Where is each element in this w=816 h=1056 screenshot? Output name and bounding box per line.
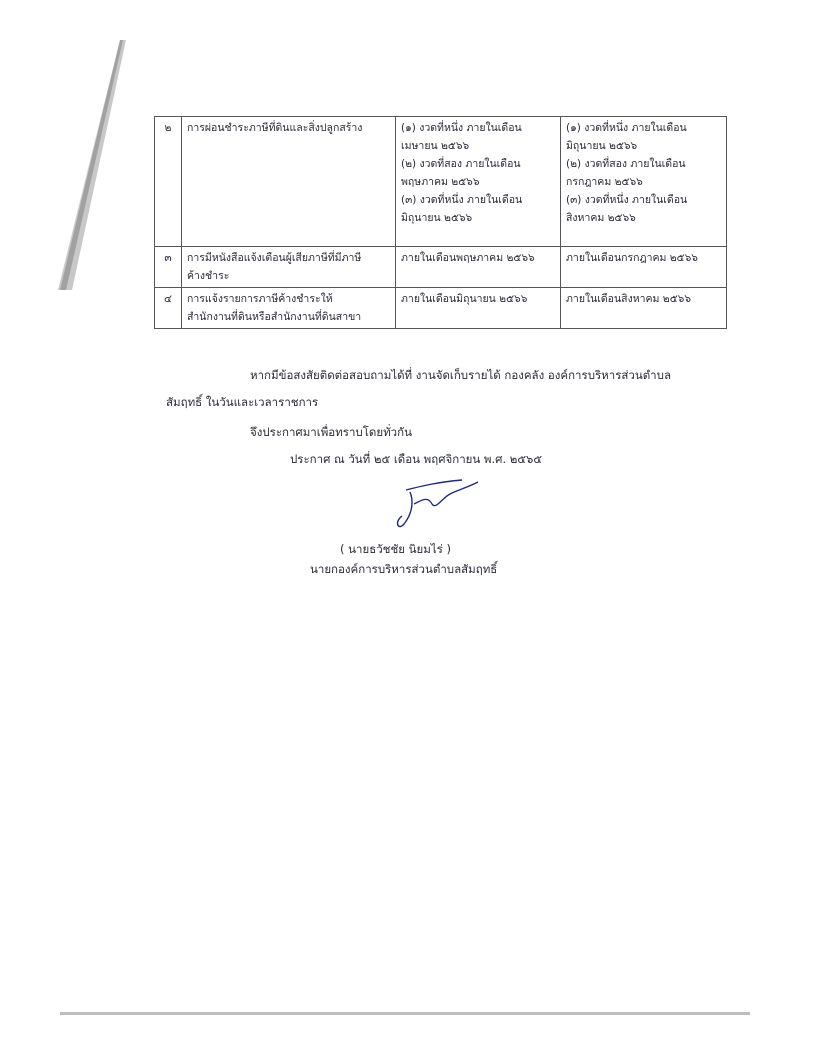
announcement-line: จึงประกาศมาเพื่อทราบโดยทั่วกัน [250, 425, 412, 439]
deadline-line: (๑) งวดที่หนึ่ง ภายในเดือน [566, 122, 687, 134]
deadline-line: ภายในเดือนมิถุนายน ๒๕๖๖ [401, 293, 528, 305]
deadline-line: พฤษภาคม ๒๕๖๖ [401, 176, 480, 188]
deadline-line: (๓) งวดที่หนึ่ง ภายในเดือน [566, 194, 688, 206]
row-number: ๒ [155, 117, 182, 247]
row-deadline-1 [396, 247, 561, 288]
item-line: สำนักงานที่ดินหรือสำนักงานที่ดินสาขา [187, 311, 362, 323]
deadline-line: (๒) งวดที่สอง ภายในเดือน [401, 158, 521, 170]
deadline-line: ภายในเดือนพฤษภาคม ๒๕๖๖ [401, 252, 535, 264]
row-item [182, 117, 396, 247]
item-line: ค้างชำระ [187, 270, 230, 282]
deadline-line: มิถุนายน ๒๕๖๖ [566, 140, 638, 152]
deadline-line: มิถุนายน ๒๕๖๖ [401, 212, 473, 224]
table-row [155, 117, 727, 247]
row-deadline-2 [561, 288, 727, 329]
row-deadline-2 [561, 247, 727, 288]
table-row [155, 247, 727, 288]
signatory-name: ( นายธวัชชัย นิยมไร่ ) [340, 542, 451, 556]
page-bottom-edge [60, 1012, 750, 1015]
row-item [182, 288, 396, 329]
row-item [182, 247, 396, 288]
tax-schedule-table [154, 116, 727, 329]
deadline-line: (๒) งวดที่สอง ภายในเดือน [566, 158, 686, 170]
deadline-line: สิงหาคม ๒๕๖๖ [566, 212, 636, 224]
deadline-line: เมษายน ๒๕๖๖ [401, 140, 470, 152]
row-number: ๓ [155, 247, 182, 288]
contact-paragraph-line-1: หากมีข้อสงสัยติดต่อสอบถามได้ที่ งานจัดเก็บรายได้ กองคลัง องค์การบริหารส่วนตำบล [250, 368, 671, 382]
item-line: การมีหนังสือแจ้งเตือนผู้เสียภาษีที่มีภาษี [187, 252, 362, 264]
table-row [155, 288, 727, 329]
deadline-line: ภายในเดือนสิงหาคม ๒๕๖๖ [566, 293, 692, 305]
deadline-line: กรกฎาคม ๒๕๖๖ [566, 176, 643, 188]
signatory-title: นายกองค์การบริหารส่วนตำบลสัมฤทธิ์ [310, 562, 498, 576]
deadline-line: ภายในเดือนกรกฎาคม ๒๕๖๖ [566, 252, 698, 264]
item-line: การผ่อนชำระภาษีที่ดินและสิ่งปลูกสร้าง [187, 122, 363, 134]
scan-shadow-edge [58, 40, 128, 290]
handwritten-signature [392, 478, 482, 532]
deadline-line: (๓) งวดที่หนึ่ง ภายในเดือน [401, 194, 523, 206]
row-deadline-1 [396, 288, 561, 329]
item-line: การแจ้งรายการภาษีค้างชำระให้ [187, 293, 333, 305]
row-deadline-2 [561, 117, 727, 247]
deadline-line: (๑) งวดที่หนึ่ง ภายในเดือน [401, 122, 522, 134]
row-deadline-1 [396, 117, 561, 247]
row-number: ๔ [155, 288, 182, 329]
announcement-date: ประกาศ ณ วันที่ ๒๕ เดือน พฤศจิกายน พ.ศ. ๒๕๖๕ [290, 452, 543, 466]
contact-paragraph-line-2: สัมฤทธิ์ ในวันและเวลาราชการ [166, 395, 319, 409]
